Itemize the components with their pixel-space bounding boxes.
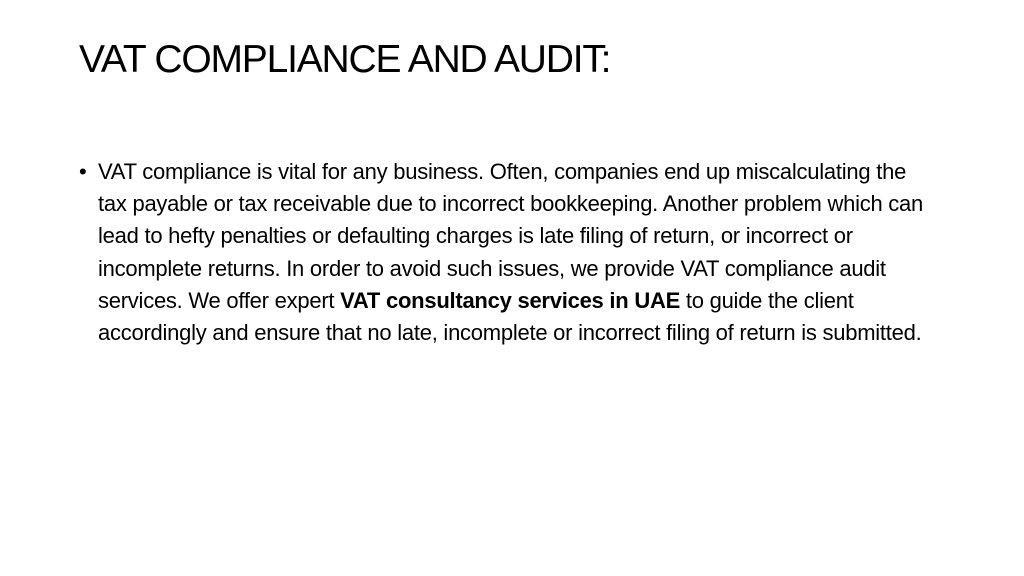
- bullet-icon: •: [79, 159, 87, 184]
- bullet-list: [79, 156, 929, 349]
- body-text-intro: VAT compliance is vital for any business. Often, companies end up miscalculating the tax payable or tax receivable due to incorrect bookkeeping. Another problem which can lead to hefty penalties or defaulting charges is late filing of return, or incorrect or incomplete returns. In order to avoid such issues, we provide VAT compliance audit services. We offer expert: [98, 159, 924, 313]
- slide-title: VAT COMPLIANCE AND AUDIT:: [79, 38, 611, 81]
- bullet-item: [79, 156, 929, 349]
- body-text-emphasis: VAT consultancy services in UAE: [340, 287, 681, 313]
- body-text-conclusion: to guide the client accordingly and ensure that no late, incomplete or incorrect filing of return is submitted.: [98, 287, 922, 346]
